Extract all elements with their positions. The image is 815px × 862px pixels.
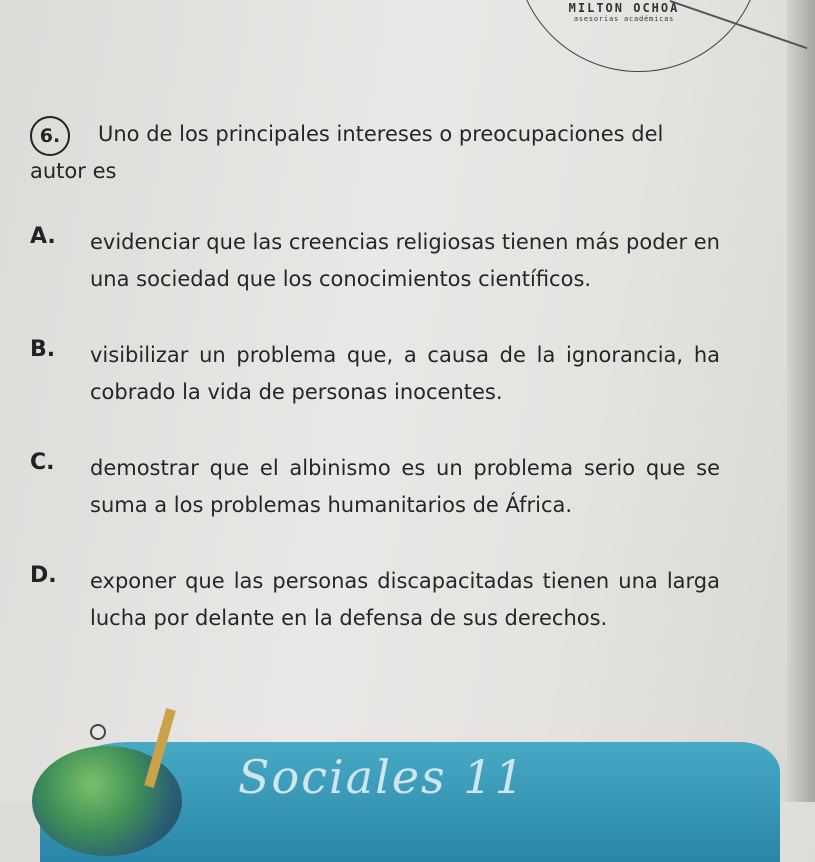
- option-letter: C.: [30, 450, 55, 475]
- option-letter: B.: [30, 337, 56, 362]
- question-text: Uno de los principales intereses o preocupaciones del autor es: [30, 122, 664, 183]
- option-letter: D.: [30, 563, 57, 588]
- option-text: exponer que las personas discapacitadas tienen una larga lucha por delante en la defensa de sus derechos.: [90, 569, 720, 630]
- banner-title: Sociales 11: [238, 750, 526, 804]
- option-text: demostrar que el albinismo es un problema serio que se suma a los problemas humanitarios de África.: [90, 456, 720, 517]
- person-icon: [90, 724, 106, 740]
- option-letter: A.: [30, 224, 56, 249]
- page-edge: [787, 0, 815, 802]
- brand-tagline: asesorías académicas: [573, 15, 675, 23]
- brand-logo: [544, 2, 704, 24]
- option-text: evidenciar que las creencias religiosas tienen más poder en una sociedad que los conocimientos científicos.: [90, 230, 720, 291]
- brand-name: MILTON OCHOA: [568, 1, 680, 15]
- question-number: 6.: [30, 116, 70, 156]
- option-text: visibilizar un problema que, a causa de la ignorancia, ha cobrado la vida de personas inocentes.: [90, 343, 720, 404]
